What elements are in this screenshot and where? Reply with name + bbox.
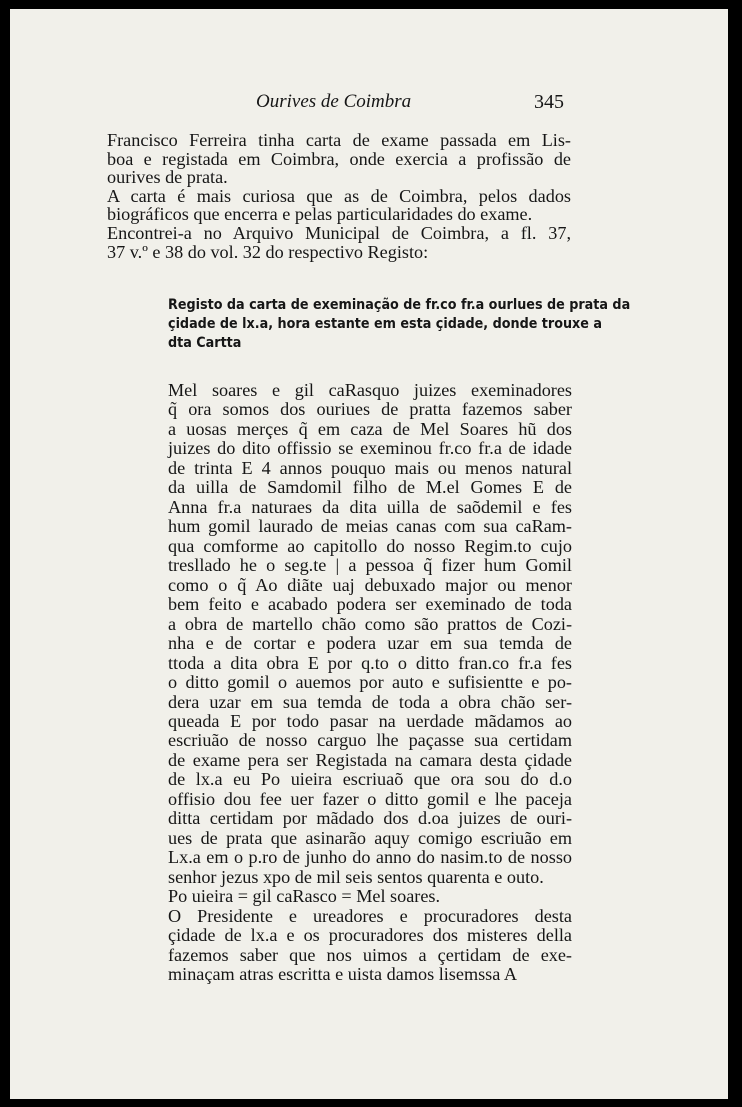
text-line: çidade de lx.a e os procuradores dos misteres della <box>168 925 572 946</box>
text-line: nha e de cortar e podera uzar em sua temda de <box>168 633 572 654</box>
text-line: ues de prata que asinarão aquy comigo escriuão em <box>168 827 572 848</box>
text-line: senhor jezus xpo de mil seis sentos quarenta e outo. <box>168 866 544 887</box>
intro-paragraphs <box>107 131 571 261</box>
text-line: de exame pera ser Registada na camara desta çidade <box>168 749 572 770</box>
text-line: Anna fr.a naturaes da dita uilla de saõdemil e fes <box>168 496 572 517</box>
text-line: juizes do dito offissio se exeminou fr.co fr.a de idade <box>168 438 572 459</box>
page-number: 345 <box>534 91 564 113</box>
text-line: biográficos que encerra e pelas particularidades do exame. <box>107 204 533 225</box>
text-line: çidade de lx.a, hora estante em esta çidade, donde trouxe a <box>168 316 603 333</box>
text-line: q̃ ora somos dos ouriues de pratta fazemos saber <box>168 399 572 420</box>
text-line: escriuão de nosso carguo lhe paçasse sua certidam <box>168 730 572 751</box>
text-line: de lx.a eu Po uieira escriuaõ que ora sou do d.o <box>168 769 572 790</box>
text-line: o ditto gomil o auemos por auto e sufisientte e po- <box>168 672 572 693</box>
text-line: da uilla de Samdomil filho de M.el Gomes E de <box>168 477 572 498</box>
text-line: queada E por todo pasar na uerdade mãdamos ao <box>168 710 572 731</box>
text-line: fazemos saber que nos uimos a çertidam de exe- <box>168 944 572 965</box>
text-line: Mel soares e gil caRasquo juizes exeminadores <box>168 380 572 400</box>
text-line: Registo da carta de exeminação de fr.co fr.a ourlues de prata da <box>168 297 631 313</box>
text-line: a obra de martello chão como são prattos de Cozi- <box>168 613 572 634</box>
register-heading <box>168 296 631 354</box>
transcribed-letter <box>168 381 572 985</box>
running-title: Ourives de Coimbra <box>256 91 412 112</box>
text-line: offisio dou fee uer fazer o ditto gomil e lhe paceja <box>168 788 572 809</box>
text-line: de trinta E 4 annos pouquo mais ou menos natural <box>168 457 572 478</box>
text-line: Po uieira = gil caRasco = Mel soares. <box>168 886 441 907</box>
text-line: Lx.a em o p.ro de junho do anno do nasim.to de nosso <box>168 847 572 868</box>
text-line: qua comforme ao capitollo do nosso Regim.to cujo <box>168 535 572 556</box>
text-line: ourives de prata. <box>107 167 228 188</box>
text-line: como o q̃ Ao diãte uaj debuxado major ou menor <box>168 574 572 595</box>
document-page <box>10 9 728 1099</box>
text-line: tresllado he o seg.te | a pessoa q̃ fizer hum Gomil <box>168 555 572 576</box>
text-line: 37 v.º e 38 do vol. 32 do respectivo Registo: <box>107 241 429 262</box>
page-header <box>10 91 728 117</box>
text-line: ttoda a dita obra E por q.to o ditto fran.co fr.a fes <box>168 652 572 673</box>
text-line: a uosas merçes q̃ em caza de Mel Soares hũ dos <box>168 418 572 439</box>
text-line: boa e registada em Coimbra, onde exercia a profissão de <box>107 148 571 169</box>
text-line: A carta é mais curiosa que as de Coimbra, pelos dados <box>107 185 571 206</box>
text-line: Francisco Ferreira tinha carta de exame passada em Lis- <box>107 130 571 150</box>
text-line: minaçam atras escritta e uista damos lisemssa A <box>168 964 517 985</box>
text-line: dera uzar em sua temda de toda a obra chão ser- <box>168 691 572 712</box>
text-line: hum gomil laurado de meias canas com sua caRam- <box>168 516 572 537</box>
text-line: ditta certidam por mãdado dos d.oa juizes de ouri- <box>168 808 572 829</box>
text-line: bem feito e acabado podera ser exeminado de toda <box>168 594 572 615</box>
text-line: Encontrei-a no Arquivo Municipal de Coimbra, a fl. 37, <box>107 222 571 243</box>
text-line: O Presidente e ureadores e procuradores desta <box>168 905 572 926</box>
text-line: dta Cartta <box>168 335 242 352</box>
